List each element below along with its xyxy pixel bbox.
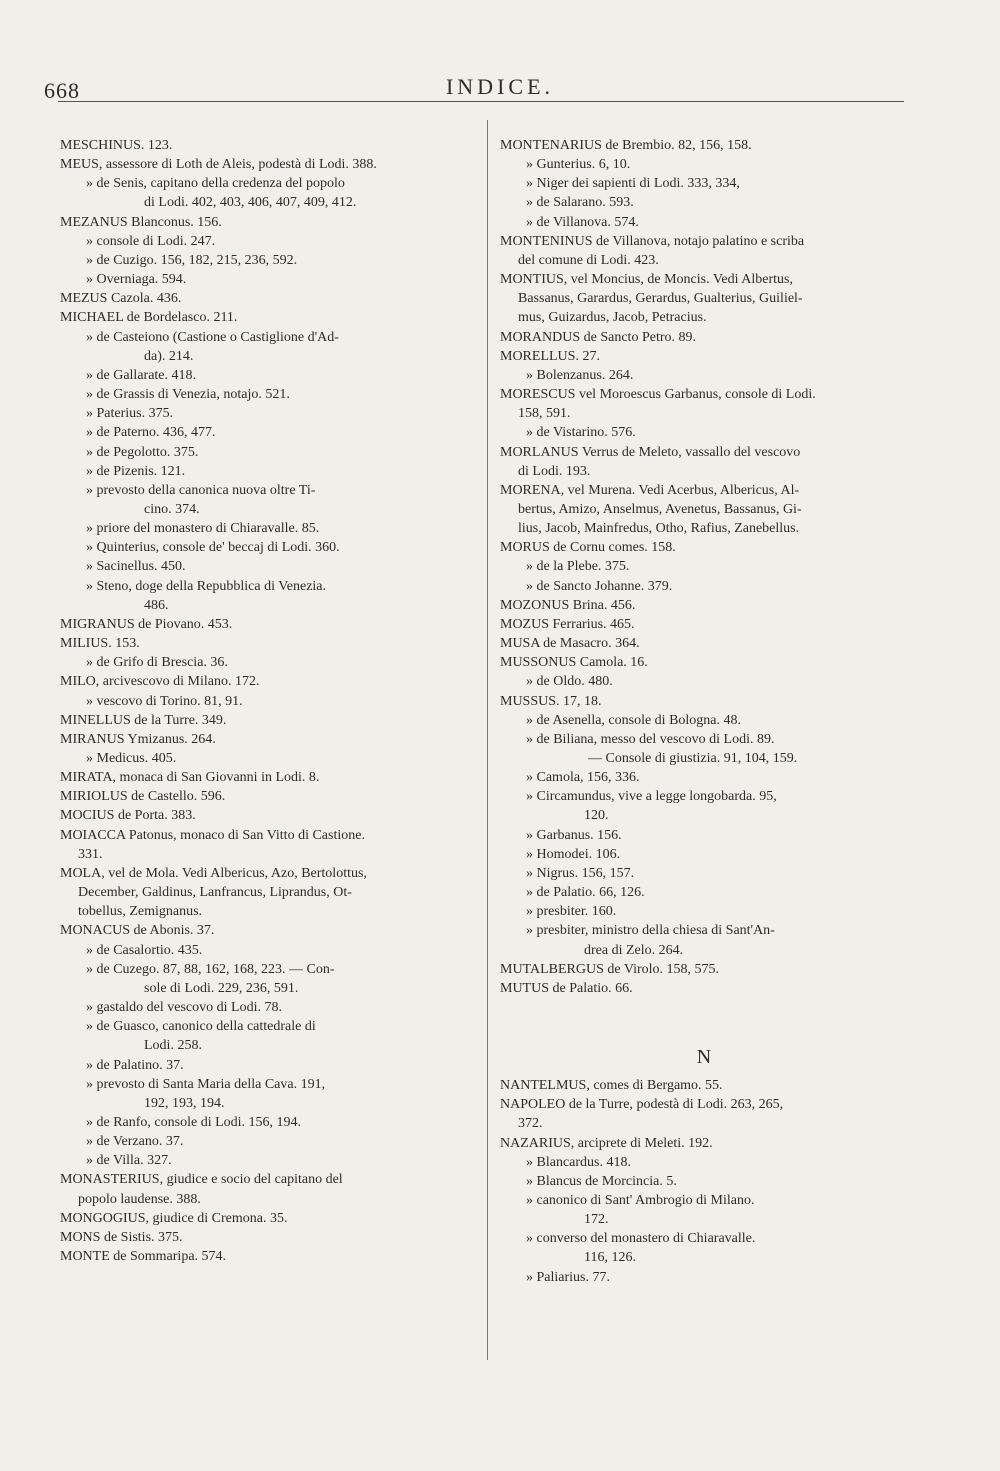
index-line: MORENA, vel Murena. Vedi Acerbus, Albericus, Al-	[500, 482, 800, 498]
index-line: MONTENARIUS de Brembio. 82, 156, 158.	[500, 138, 752, 153]
index-line: 120.	[584, 808, 609, 824]
index-line: 172.	[584, 1212, 609, 1228]
index-line: MESCHINUS. 123.	[60, 138, 173, 153]
index-line: » de Asenella, console di Bologna. 48.	[526, 712, 742, 728]
index-line: » priore del monastero di Chiaravalle. 85.	[86, 521, 320, 537]
index-line: » de Ranfo, console di Lodi. 156, 194.	[86, 1114, 302, 1130]
column-divider	[487, 120, 488, 1360]
index-line: 372.	[518, 1116, 543, 1132]
index-line: MILIUS. 153.	[60, 636, 140, 652]
index-line: December, Galdinus, Lanfrancus, Liprandus, Ot-	[78, 885, 352, 901]
index-line: da). 214.	[144, 348, 194, 364]
index-line: » de Grifo di Brescia. 36.	[86, 655, 228, 671]
index-line: MEUS, assessore di Loth de Aleis, podestà di Lodi. 388.	[60, 157, 377, 173]
index-line: cino. 374.	[144, 501, 200, 517]
index-line: MORANDUS de Sancto Petro. 89.	[500, 329, 696, 345]
index-line: — Console di giustizia. 91, 104, 159.	[588, 751, 798, 766]
index-line: MOLA, vel de Mola. Vedi Albericus, Azo, Bertolottus,	[60, 865, 367, 881]
index-line: 116, 126.	[584, 1250, 636, 1266]
index-line: » Steno, doge della Repubblica di Venezia.	[86, 578, 327, 594]
index-line: » Camola, 156, 336.	[526, 770, 640, 786]
index-line: » converso del monastero di Chiaravalle.	[526, 1231, 756, 1247]
index-line: » Circamundus, vive a legge longobarda. 95,	[526, 789, 777, 805]
index-line: NAPOLEO de la Turre, podestà di Lodi. 263, 265,	[500, 1097, 784, 1113]
index-line: MONACUS de Abonis. 37.	[60, 923, 215, 939]
index-line: MORESCUS vel Moroescus Garbanus, console di Lodi.	[500, 387, 816, 403]
index-line: » Medicus. 405.	[86, 751, 177, 766]
index-line: » de Palatio. 66, 126.	[526, 885, 645, 901]
index-line: » canonico di Sant' Ambrogio di Milano.	[526, 1192, 755, 1208]
index-line: 331.	[78, 846, 103, 862]
index-line: » presbiter, ministro della chiesa di Sant'An-	[526, 923, 775, 939]
index-line: sole di Lodi. 229, 236, 591.	[144, 980, 299, 996]
index-line: » prevosto di Santa Maria della Cava. 191,	[86, 1076, 326, 1092]
index-line: MUSA de Masacro. 364.	[500, 636, 640, 652]
index-line: » console di Lodi. 247.	[86, 233, 216, 249]
index-line: » de Pizenis. 121.	[86, 463, 186, 479]
index-line: » de Palatino. 37.	[86, 1057, 184, 1073]
index-line: MORUS de Cornu comes. 158.	[500, 540, 676, 556]
index-line: Bassanus, Garardus, Gerardus, Gualterius, Guiliel-	[518, 291, 803, 307]
index-line: MONASTERIUS, giudice e socio del capitano del	[60, 1172, 343, 1188]
index-line: » Quinterius, console de' beccaj di Lodi. 360.	[86, 540, 340, 556]
header-rule	[58, 101, 904, 102]
index-line: » de Casalortio. 435.	[86, 942, 203, 958]
index-line: NANTELMUS, comes di Bergamo. 55.	[500, 1078, 723, 1094]
index-line: popolo laudense. 388.	[78, 1191, 201, 1207]
index-line: » de Paterno. 436, 477.	[86, 425, 216, 441]
right-column-n-entries	[500, 1076, 910, 1287]
index-line: MINELLUS de la Turre. 349.	[60, 712, 227, 728]
index-line: MOZONUS Brina. 456.	[500, 597, 636, 613]
index-line: » de Sancto Johanne. 379.	[526, 578, 673, 594]
index-line: » de Casteiono (Castione o Castiglione d'Ad-	[86, 329, 339, 345]
index-line: MONS de Sistis. 375.	[60, 1229, 183, 1245]
index-line: » de Villanova. 574.	[526, 214, 639, 230]
index-line: 158, 591.	[518, 406, 571, 422]
index-line: MUTUS de Palatio. 66.	[500, 980, 633, 996]
index-line: MONTENINUS de Villanova, notajo palatino e scriba	[500, 233, 805, 249]
index-line: MUSSONUS Camola. 16.	[500, 655, 648, 671]
index-line: MUTALBERGUS de Virolo. 158, 575.	[500, 961, 720, 977]
index-line: MORLANUS Verrus de Meleto, vassallo del vescovo	[500, 444, 801, 460]
index-line: » Blancus de Morcincia. 5.	[526, 1173, 677, 1189]
index-line: » Paterius. 375.	[86, 406, 174, 422]
index-line: » Overniaga. 594.	[86, 272, 187, 288]
index-line: mus, Guizardus, Jacob, Petracius.	[518, 310, 707, 326]
index-line: » de Senis, capitano della credenza del popolo	[86, 176, 345, 192]
index-line: MIGRANUS de Piovano. 453.	[60, 616, 233, 632]
index-line: » de Cuzego. 87, 88, 162, 168, 223. — Con-	[86, 961, 335, 977]
index-line: 486.	[144, 597, 169, 613]
index-line: » de Grassis di Venezia, notajo. 521.	[86, 387, 290, 403]
index-line: MIRIOLUS de Castello. 596.	[60, 789, 226, 805]
index-line: NAZARIUS, arciprete di Meleti. 192.	[500, 1135, 713, 1151]
index-line: » de Verzano. 37.	[86, 1134, 184, 1150]
index-line: MIRANUS Ymizanus. 264.	[60, 731, 216, 747]
index-line: MONTIUS, vel Moncius, de Moncis. Vedi Albertus,	[500, 272, 793, 288]
index-line: » Garbanus. 156.	[526, 827, 622, 843]
index-line: » Blancardus. 418.	[526, 1154, 631, 1170]
index-line: » de Villa. 327.	[86, 1153, 172, 1169]
index-line: MORELLUS. 27.	[500, 348, 600, 364]
index-line: » de Guasco, canonico della cattedrale di	[86, 1019, 316, 1035]
index-line: » de Pegolotto. 375.	[86, 444, 199, 460]
index-line: MILO, arcivescovo di Milano. 172.	[60, 674, 260, 690]
index-line: » de Vistarino. 576.	[526, 425, 636, 441]
index-line: » Niger dei sapienti di Lodi. 333, 334,	[526, 176, 740, 192]
index-line: » Nigrus. 156, 157.	[526, 865, 635, 881]
index-line: » prevosto della canonica nuova oltre Ti-	[86, 482, 316, 498]
running-head: INDICE.	[445, 74, 555, 99]
index-line: lius, Jacob, Mainfredus, Otho, Rafius, Zanebellus.	[518, 521, 800, 537]
index-line: del comune di Lodi. 423.	[518, 252, 659, 268]
index-line: » gastaldo del vescovo di Lodi. 78.	[86, 1000, 282, 1016]
page-number: 668	[44, 78, 80, 103]
index-line: » de Oldo. 480.	[526, 674, 613, 690]
left-column	[60, 136, 470, 1266]
index-line: » Homodei. 106.	[526, 846, 621, 862]
index-line: MONTE de Sommaripa. 574.	[60, 1249, 227, 1265]
index-line: » de Cuzigo. 156, 182, 215, 236, 592.	[86, 252, 298, 268]
index-line: bertus, Amizo, Anselmus, Avenetus, Bassanus, Gi-	[518, 501, 802, 517]
index-line: drea di Zelo. 264.	[584, 942, 684, 958]
index-line: MIRATA, monaca di San Giovanni in Lodi. 8.	[60, 770, 320, 786]
index-line: MONGOGIUS, giudice di Cremona. 35.	[60, 1210, 288, 1226]
right-column	[500, 136, 910, 1287]
index-line: » Bolenzanus. 264.	[526, 367, 634, 383]
index-line: di Lodi. 193.	[518, 463, 591, 479]
index-line: MOCIUS de Porta. 383.	[60, 808, 196, 824]
index-line: » vescovo di Torino. 81, 91.	[86, 693, 243, 709]
index-line: » de la Plebe. 375.	[526, 559, 630, 575]
index-line: tobellus, Zemignanus.	[78, 904, 203, 920]
index-line: » presbiter. 160.	[526, 904, 617, 920]
right-column-m-entries	[500, 136, 910, 998]
index-line: di Lodi. 402, 403, 406, 407, 409, 412.	[144, 195, 357, 211]
index-line: » de Gallarate. 418.	[86, 367, 197, 383]
index-line: 192, 193, 194.	[144, 1095, 225, 1111]
index-line: MOIACCA Patonus, monaco di San Vitto di Castione.	[60, 827, 365, 843]
index-line: MEZUS Cazola. 436.	[60, 291, 182, 307]
index-line: MOZUS Ferrarius. 465.	[500, 616, 635, 632]
index-line: Lodi. 258.	[144, 1038, 202, 1054]
index-line: MUSSUS. 17, 18.	[500, 693, 602, 709]
section-letter: N	[696, 1046, 714, 1069]
index-line: » de Biliana, messo del vescovo di Lodi. 89.	[526, 731, 775, 747]
index-line: » Paliarius. 77.	[526, 1269, 610, 1285]
index-line: MICHAEL de Bordelasco. 211.	[60, 310, 238, 326]
index-line: » de Salarano. 593.	[526, 195, 634, 211]
index-line: MEZANUS Blanconus. 156.	[60, 214, 222, 230]
index-line: » Gunterius. 6, 10.	[526, 157, 631, 173]
index-line: » Sacinellus. 450.	[86, 559, 186, 575]
